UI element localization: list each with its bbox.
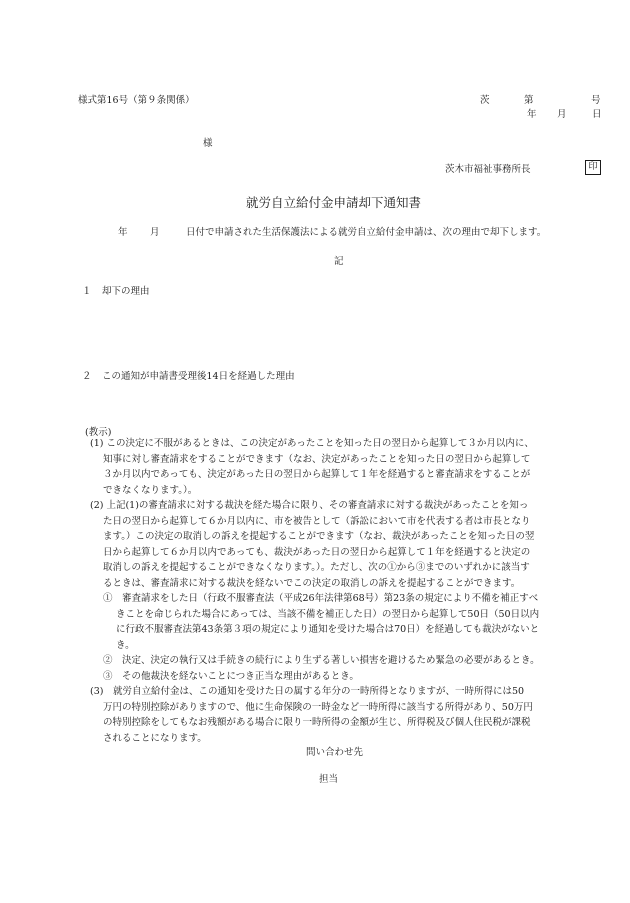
- notice-heading: (教示): [85, 427, 112, 438]
- notice-line: きことを命じられた場合にあっては、当該不備を補正した日）の翌日から起算して50日（50日以内: [116, 609, 540, 620]
- notice-line: ② 決定、決定の執行又は手続きの続行により生ずる著しい損害を避けるため緊急の必要があるとき。: [103, 655, 540, 666]
- date-day: 日: [592, 109, 602, 120]
- notice-line: 取消しの訴えを提起することができなくなります。）。ただし、次の①から③までのいずれかに該当す: [103, 562, 530, 573]
- notice-line: (1) この決定に不服があるときは、この決定があったことを知った日の翌日から起算して３か月以内に、: [90, 438, 534, 449]
- seal-mark: 印: [585, 160, 601, 175]
- notice-line: 日から起算して６か月以内であっても、裁決があった日の翌日から起算して１年を経過すると決定の: [103, 547, 531, 558]
- notice-line: に行政不服審査法第43条第３項の規定により通知を受けた場合は70日）を経過しても裁決がないと: [116, 624, 540, 635]
- addressee-honorific: 様: [203, 138, 213, 149]
- notice-line: ③ その他裁決を経ないことにつき正当な理由があるとき。: [103, 671, 359, 682]
- section-2-label: この通知が申請書受理後14日を経過した理由: [102, 371, 295, 382]
- notice-line: ① 審査請求をした日（行政不服審査法（平成26年法律第68号）第23条の規定により不備を補正すべ: [103, 593, 539, 604]
- page-title: 就労自立給付金申請却下通知書: [246, 195, 422, 210]
- notice-line: (3) 就労自立給付金は、この通知を受けた日の属する年分の一時所得となりますが、一時所得には50: [90, 686, 525, 697]
- notice-line: されることになります。: [103, 733, 207, 744]
- doc-number-dai: 第: [524, 95, 534, 106]
- section-1-label: 却下の理由: [102, 286, 150, 297]
- notice-line: 知事に対し審査請求をすることができます（なお、決定があったことを知った日の翌日から起算して: [103, 454, 531, 465]
- notice-line: ３か月以内であっても、決定があった日の翌日から起算して１年を経過すると審査請求をすることが: [103, 469, 531, 480]
- doc-number-go: 号: [591, 95, 601, 106]
- contact-label: 問い合わせ先: [306, 747, 364, 758]
- date-year: 年: [527, 109, 537, 120]
- doc-number-prefix: 茨: [480, 95, 490, 106]
- notice-line: た日の翌日から起算して６か月以内に、市を被告として（訴訟において市を代表する者は市長となり: [103, 516, 531, 527]
- notice-line: できなくなります。）。: [103, 485, 198, 496]
- issuer: 茨木市福祉事務所長: [445, 164, 531, 175]
- notice-line: るときは、審査請求に対する裁決を経ないでこの決定の取消しの訴えを提起することができます。: [103, 578, 521, 589]
- notice-line: ます。）この決定の取消しの訴えを提起することができます（なお、裁決があったことを知った日の翌: [103, 531, 535, 542]
- intro-month: 月: [150, 227, 160, 238]
- section-1-number: １: [82, 286, 92, 297]
- notice-line: 万円の特別控除がありますので、他に生命保険の一時金など一時所得に該当する所得があり、50万円: [103, 702, 533, 713]
- contact-person: 担当: [319, 774, 339, 785]
- ki-marker: 記: [334, 256, 344, 267]
- notice-line: の特別控除をしてもなお残額がある場合に限り一時所得の金額が生じ、所得税及び個人住民税が課税: [103, 717, 531, 728]
- intro-text: 日付で申請された生活保護法による就労自立給付金申請は、次の理由で却下します。: [186, 227, 547, 238]
- notice-line: (2) 上記(1)の審査請求に対する裁決を経た場合に限り、その審査請求に対する裁決があったことを知っ: [90, 500, 529, 511]
- date-month: 月: [557, 109, 567, 120]
- intro-year: 年: [118, 227, 128, 238]
- section-2-number: ２: [82, 371, 92, 382]
- notice-line: き。: [116, 640, 135, 651]
- form-number: 様式第16号（第９条関係）: [78, 95, 195, 106]
